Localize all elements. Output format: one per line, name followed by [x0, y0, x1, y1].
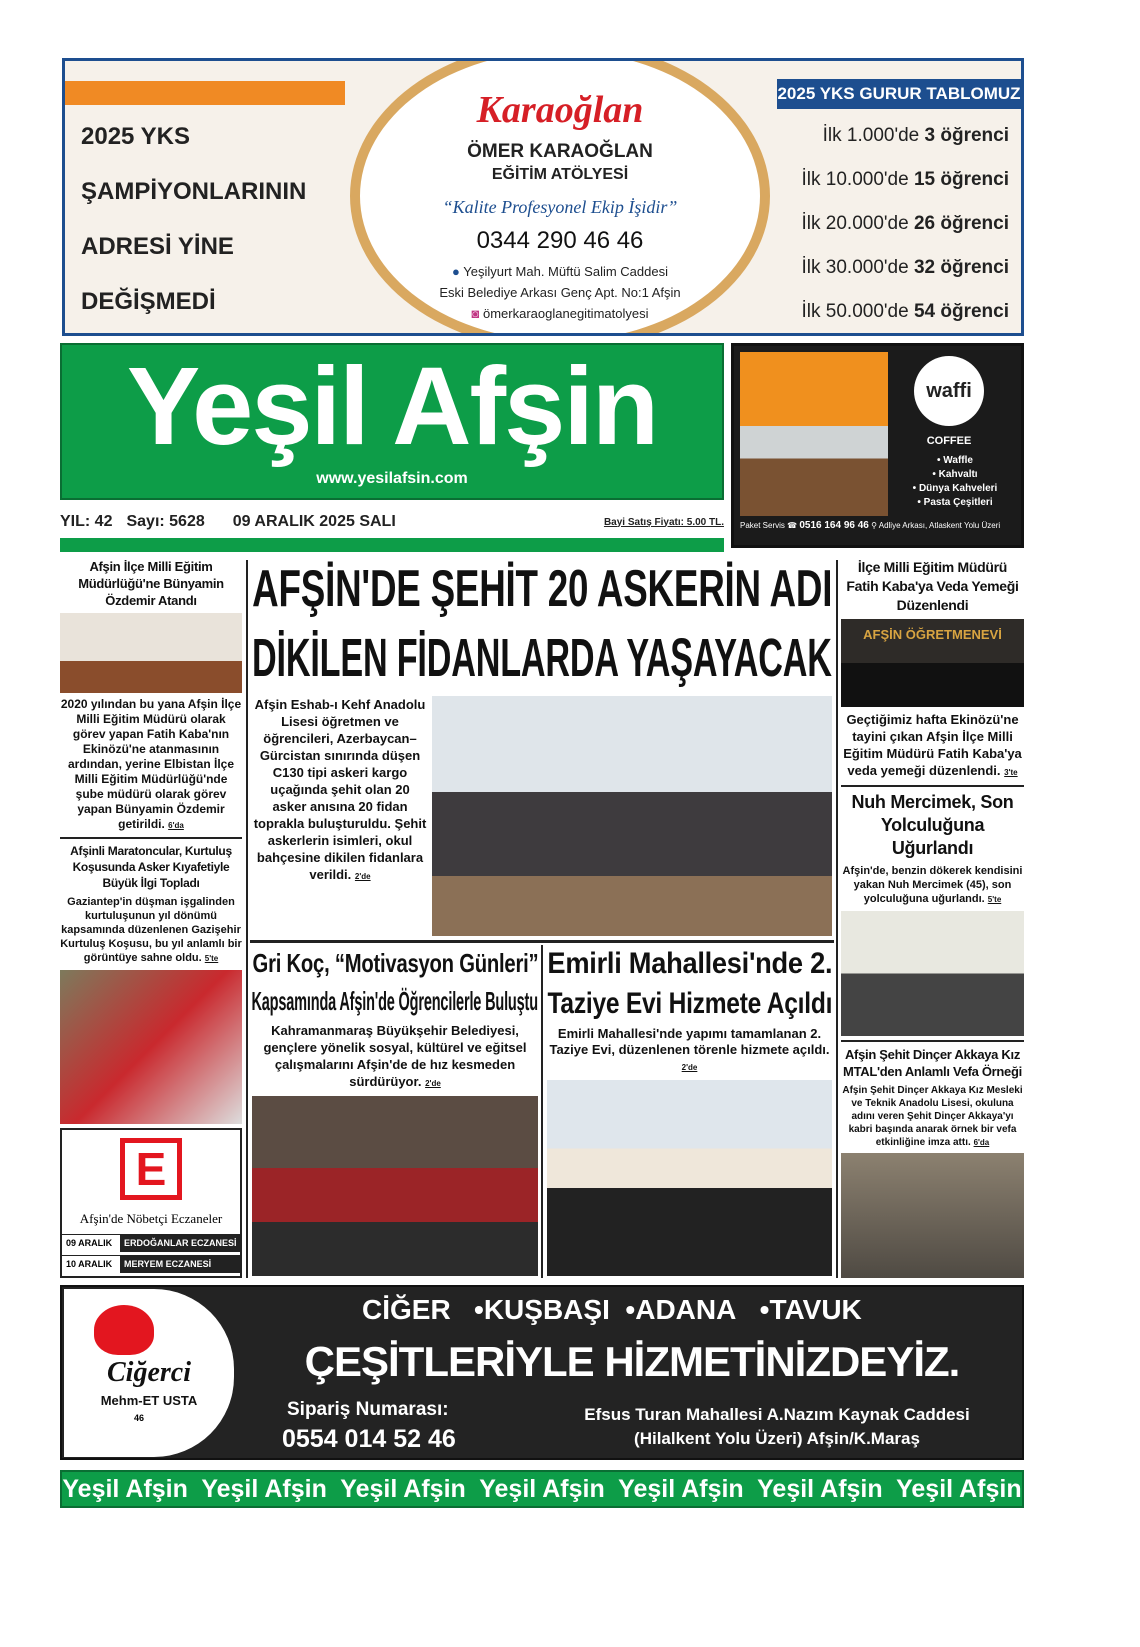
rank-line: İlk 20.000'de 26 öğrenci	[801, 213, 1009, 234]
newspaper-title: Yeşil Afşin	[126, 345, 658, 468]
footer-band	[60, 1470, 1024, 1508]
story-mid1: Kahramanmaraş Büyükşehir Belediyesi, gençlere yönelik sosyal, kültürel ve eğitsel çalışmalarını Afşin'de de hız kesmeden sürdürüyor. 2'de	[263, 1023, 527, 1089]
issue-date: 09 ARALIK 2025 SALI	[232, 513, 396, 530]
story-left1: 2020 yılından bu yana Afşin İlçe Milli Eğitim Müdürü olarak görev yapan Fatih Kaba'nın Ekinözü'ne atanmasının ardından, yerine Elbistan İlçe Milli Eğitim Müdürlüğü'nde şube müdürü olarak görev yapan Bünyamin Özdemir getirildi. 6'da	[60, 697, 242, 831]
ad-address: Efsus Turan Mahallesi A.Nazım Kaynak Caddesi (Hilalkent Yolu Üzeri) Afşin/K.Maraş	[584, 1405, 970, 1448]
story-right2: Afşin'de, benzin dökerek kendisini yakan Nuh Mercimek (45), son yolculuğuna uğurlandı. 5'te	[842, 865, 1023, 905]
photo-mid1	[252, 1096, 538, 1276]
ad-slogan: ÇEŞİTLERİYLE HİZMETİNİZDEYİZ.	[304, 1338, 960, 1385]
ranks-header: 2025 YKS GURUR TABLOMUZ	[777, 79, 1021, 109]
headline-mid1b[interactable]: Kapsamında Afşin'de Öğrencilerle Buluştu	[251, 986, 539, 1016]
waffle-photo	[740, 352, 888, 516]
karaoglan-logo: Karaoğlan	[476, 89, 644, 131]
footer-repeat-text: Yeşil Afşin Yeşil Afşin Yeşil Afşin Yeşil Afşin Yeşil Afşin Yeşil Afşin Yeşil Afşin	[62, 1475, 1022, 1503]
education-ad[interactable]	[62, 58, 1024, 336]
ad-left-line: ADRESİ YİNE	[81, 233, 234, 260]
order-label: Sipariş Numarası:	[287, 1399, 449, 1420]
pharmacy-icon: E	[120, 1138, 182, 1200]
headline-mid2b-box	[547, 986, 832, 1022]
waffi-logo: waffi	[914, 356, 984, 426]
photo-sign: AFŞİN ÖĞRETMENEVİ	[863, 627, 1002, 642]
mid-story-1	[252, 946, 538, 1276]
divider	[841, 1040, 1024, 1042]
restaurant-ad[interactable]	[60, 1285, 1024, 1460]
headline-left2[interactable]: Afşinli Maratoncular, Kurtuluş Koşusunda Asker Kıyafetiyle Büyük İlgi Topladı	[70, 844, 232, 890]
masthead	[60, 343, 724, 500]
main-headline-2[interactable]: DİKİLEN FİDANLARDA YAŞAYACAK	[252, 628, 832, 688]
ad-menu-line: CİĞER •KUŞBAŞI •ADANA •TAVUK	[362, 1294, 862, 1325]
divider	[250, 940, 834, 943]
price: Bayi Satış Fiyatı: 5.00 TL.	[603, 516, 724, 528]
photo-right2	[841, 911, 1024, 1036]
cigerci-logo	[64, 1289, 234, 1457]
photo-left2	[60, 970, 242, 1124]
ad-slogan-box	[252, 1337, 1012, 1387]
headline-right1[interactable]: İlçe Milli Eğitim Müdürü Fatih Kaba'ya Veda Yemeği Düzenlendi	[846, 559, 1019, 613]
story-mid2: Emirli Mahallesi'nde yapımı tamamlanan 2. Taziye Evi, düzenlenen törenle hizmete açıldı. 2'de	[549, 1026, 830, 1072]
ad-slogan: “Kalite Profesyonel Ekip İşidir”	[442, 197, 678, 217]
main-story	[252, 558, 832, 936]
orange-band	[65, 81, 345, 105]
menu-item: • Dünya Kahveleri	[912, 483, 998, 494]
photo-left1	[60, 613, 242, 693]
photo-mid2	[547, 1080, 832, 1276]
headline-mid2[interactable]: Emirli Mahallesi'nde 2.	[547, 947, 832, 980]
story-right1: Geçtiğimiz hafta Ekinözü'ne tayini çıkan Afşin İlçe Milli Eğitim Müdürü Fatih Kaba'ya veda yemeği düzenlendi. 3'te	[843, 712, 1022, 778]
divider	[246, 560, 248, 1278]
dateline	[60, 512, 724, 532]
rank-line: İlk 30.000'de 32 öğrenci	[801, 257, 1009, 278]
main-headline-1[interactable]: AFŞİN'DE ŞEHİT 20 ASKERİN ADI	[251, 560, 833, 618]
headline-mid1b-box	[252, 984, 538, 1018]
phone-icon: ☎	[787, 521, 798, 530]
headline-right3[interactable]: Afşin Şehit Dinçer Akkaya Kız MTAL'den Anlamlı Vefa Örneği	[843, 1047, 1022, 1079]
mid-story-2	[547, 946, 832, 1276]
headline-mid2-box	[547, 946, 832, 982]
menu-item: • Kahvaltı	[932, 469, 978, 480]
menu-item: • Waffle	[937, 455, 973, 466]
pharmacy-title: Afşin'de Nöbetçi Eczaneler	[79, 1211, 223, 1226]
divider	[836, 560, 838, 1278]
ad-instagram: ömerkaraoglanegitimatolyesi	[483, 306, 649, 321]
main-story-body: Afşin Eshab-ı Kehf Anadolu Lisesi öğretmen ve öğrencileri, Azerbaycan–Gürcistan sınırında düşen C130 tipi askeri kargo uçağında şehit olan 20 asker anısına 20 fidan toprakla buluşturuldu. Şehit askerlerin isimleri, okul bahçesine dikilen fidanlara verildi. 2'de	[253, 697, 427, 882]
ad-left-line: 2025 YKS	[81, 123, 190, 150]
coffee-label: COFFEE	[926, 435, 972, 447]
rank-line: İlk 1.000'de 3 öğrenci	[822, 125, 1009, 146]
rank-line: İlk 50.000'de 54 öğrenci	[801, 301, 1009, 322]
ad-address: Eski Belediye Arkası Genç Apt. No:1 Afşin	[439, 285, 681, 300]
headline-right2[interactable]: Nuh Mercimek, Son Yolculuğuna Uğurlandı	[851, 792, 1014, 858]
newspaper-title-box	[68, 345, 716, 468]
right-column	[841, 558, 1024, 1278]
ad-left-line: DEĞİŞMEDİ	[81, 288, 216, 315]
waffle-ad[interactable]	[731, 343, 1024, 548]
ad-address: Yeşilyurt Mah. Müftü Salim Caddesi	[463, 264, 668, 279]
logo-subtext: Mehm-ET USTA	[100, 1393, 198, 1408]
photo-right1	[841, 619, 1024, 707]
divider	[541, 945, 543, 1278]
menu-item: • Pasta Çeşitleri	[917, 497, 993, 508]
location-pin-icon: ●	[452, 264, 460, 279]
order-phone[interactable]: 0554 014 52 46	[282, 1425, 456, 1453]
main-headline-2-box	[252, 626, 832, 690]
headline-left1[interactable]: Afşin İlçe Milli Eğitim Müdürlüğü'ne Bünyamin Özdemir Atandı	[78, 559, 224, 608]
story-left2: Gaziantep'in düşman işgalinden kurtuluşunun yıl dönümü kapsamında düzenlenen Gazişehir Kurtuluş Koşusu, bu yıl anlamlı bir görüntüye sahne oldu. 5'te	[60, 896, 242, 964]
year: YIL: 42	[60, 513, 113, 530]
photo-right3	[841, 1153, 1024, 1278]
waffle-phone: 0516 164 96 46	[799, 520, 869, 531]
logo-number: 46	[133, 1413, 144, 1423]
logo-text: Ciğerci	[107, 1357, 191, 1388]
flame-icon	[94, 1305, 154, 1355]
ad-subname: EĞİTİM ATÖLYESİ	[491, 166, 629, 183]
location-pin-icon: ⚲	[871, 521, 877, 530]
story-right3: Afşin Şehit Dinçer Akkaya Kız Mesleki ve Teknik Anadolu Lisesi, okuluna adını veren Şehit Dinçer Akkaya'yı kabri başında anarak örnek bir vefa etkinliğine imza attı. 6'da	[842, 1085, 1023, 1148]
ad-left-line: ŞAMPİYONLARININ	[81, 178, 307, 205]
headline-mid1[interactable]: Gri Koç, “Motivasyon Günleri”	[252, 948, 538, 978]
pharmacy-row: 09 ARALIK ERDOĞANLAR ECZANESİ	[62, 1234, 240, 1252]
pharmacy-box	[60, 1128, 242, 1278]
pharmacy-row: 10 ARALIK MERYEM ECZANESİ	[62, 1255, 240, 1273]
headline-mid1-box	[252, 946, 538, 980]
waffle-address: Adliye Arkası, Atlaskent Yolu Üzeri	[878, 521, 1001, 530]
left-column	[60, 558, 242, 1278]
main-headline-1-box	[252, 558, 832, 620]
divider	[60, 837, 242, 839]
main-photo	[432, 696, 832, 936]
ad-name: ÖMER KARAOĞLAN	[467, 141, 653, 162]
divider	[841, 785, 1024, 787]
website-url[interactable]: www.yesilafsin.com	[316, 470, 468, 487]
issue-number: Sayı: 5628	[126, 513, 205, 530]
service-label: Paket Servis	[740, 521, 785, 530]
headline-mid2b[interactable]: Taziye Evi Hizmete Açıldı	[547, 987, 832, 1020]
rank-line: İlk 10.000'de 15 öğrenci	[801, 169, 1009, 190]
green-rule	[60, 538, 724, 552]
instagram-icon: ◙	[471, 306, 480, 321]
ad-center-oval	[350, 58, 770, 336]
ad-phone: 0344 290 46 46	[476, 227, 644, 254]
